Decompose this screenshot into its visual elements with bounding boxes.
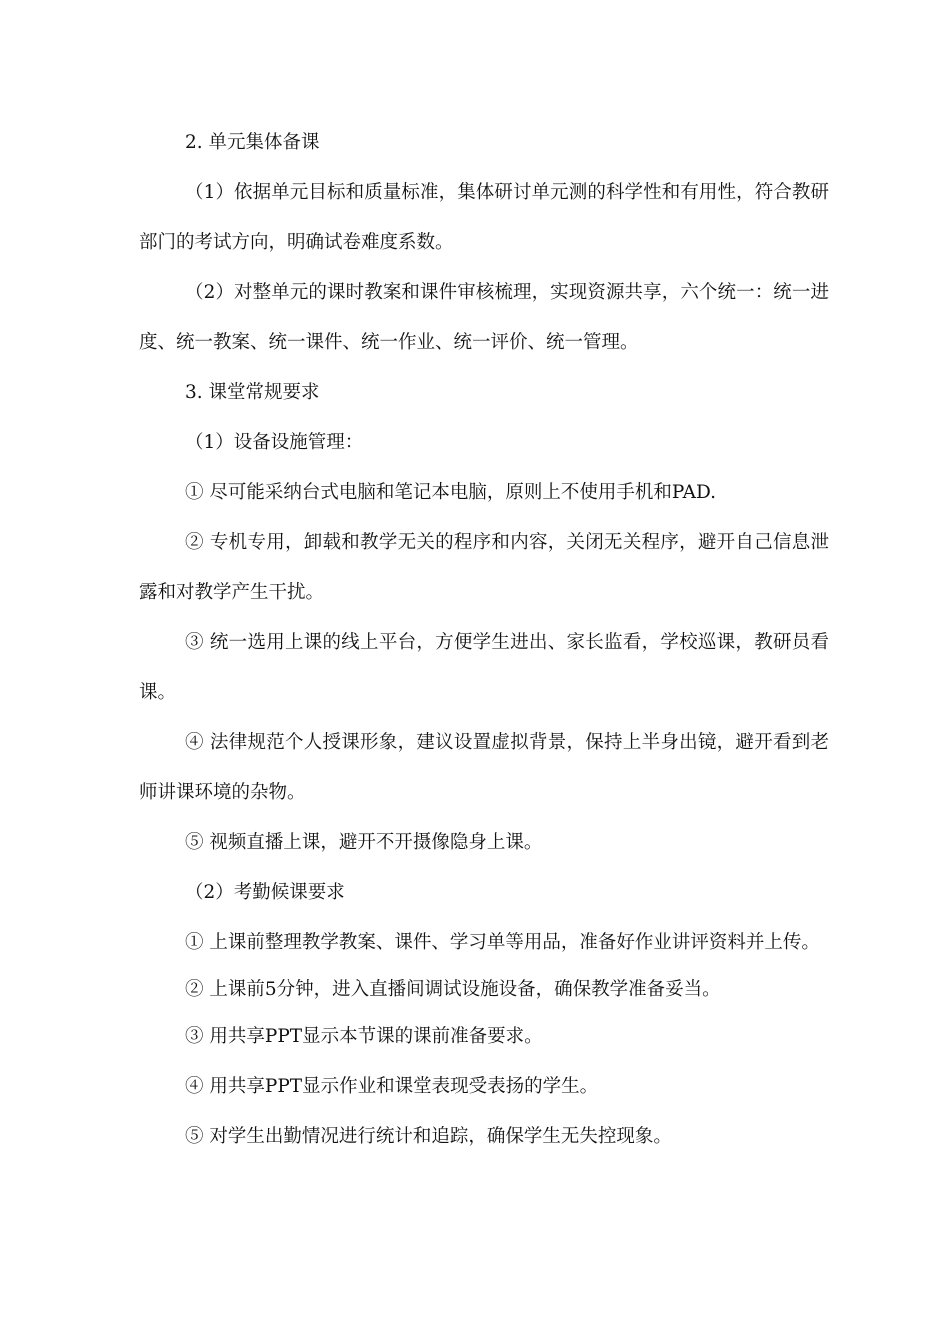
paragraph-item-1: （1）依据单元目标和质量标准，集体研讨单元测的科学性和有用性，符合教研部门的考试方向，明确试卷难度系数。 xyxy=(139,182,829,253)
list-item-equipment-3: ③ 统一选用上课的线上平台，方便学生进出、家长监看，学校巡课，教研员看课。 xyxy=(139,632,829,703)
list-item-attendance-4: ④ 用共享PPT显示作业和课堂表现受表扬的学生。 xyxy=(185,1076,599,1097)
list-item-attendance-1: ① 上课前整理教学教案、课件、学习单等用品，准备好作业讲评资料并上传。 xyxy=(185,932,820,953)
list-item-equipment-4: ④ 法律规范个人授课形象，建议设置虚拟背景，保持上半身出镜，避开看到老师讲课环境的杂物。 xyxy=(139,732,829,803)
section-heading-classroom-rules: 3. 课堂常规要求 xyxy=(185,382,320,403)
subheading-equipment: （1）设备设施管理： xyxy=(185,432,364,453)
subheading-attendance: （2）考勤候课要求 xyxy=(185,882,345,903)
list-item-attendance-5: ⑤ 对学生出勤情况进行统计和追踪，确保学生无失控现象。 xyxy=(185,1126,672,1147)
section-heading-unit-lesson-prep: 2. 单元集体备课 xyxy=(185,132,320,153)
list-item-equipment-2: ② 专机专用，卸载和教学无关的程序和内容，关闭无关程序，避开自己信息泄露和对教学产生干扰。 xyxy=(139,532,829,603)
paragraph-item-2: （2）对整单元的课时教案和课件审核梳理，实现资源共享，六个统一：统一进度、统一教案、统一课件、统一作业、统一评价、统一管理。 xyxy=(139,282,829,353)
list-item-attendance-3: ③ 用共享PPT显示本节课的课前准备要求。 xyxy=(185,1026,543,1047)
list-item-equipment-5: ⑤ 视频直播上课，避开不开摄像隐身上课。 xyxy=(185,832,543,853)
document-body xyxy=(139,118,829,1162)
list-item-equipment-1: ① 尽可能采纳台式电脑和笔记本电脑，原则上不使用手机和PAD. xyxy=(185,482,717,503)
list-item-attendance-2: ② 上课前5分钟，进入直播间调试设施设备，确保教学准备妥当。 xyxy=(185,979,721,1000)
